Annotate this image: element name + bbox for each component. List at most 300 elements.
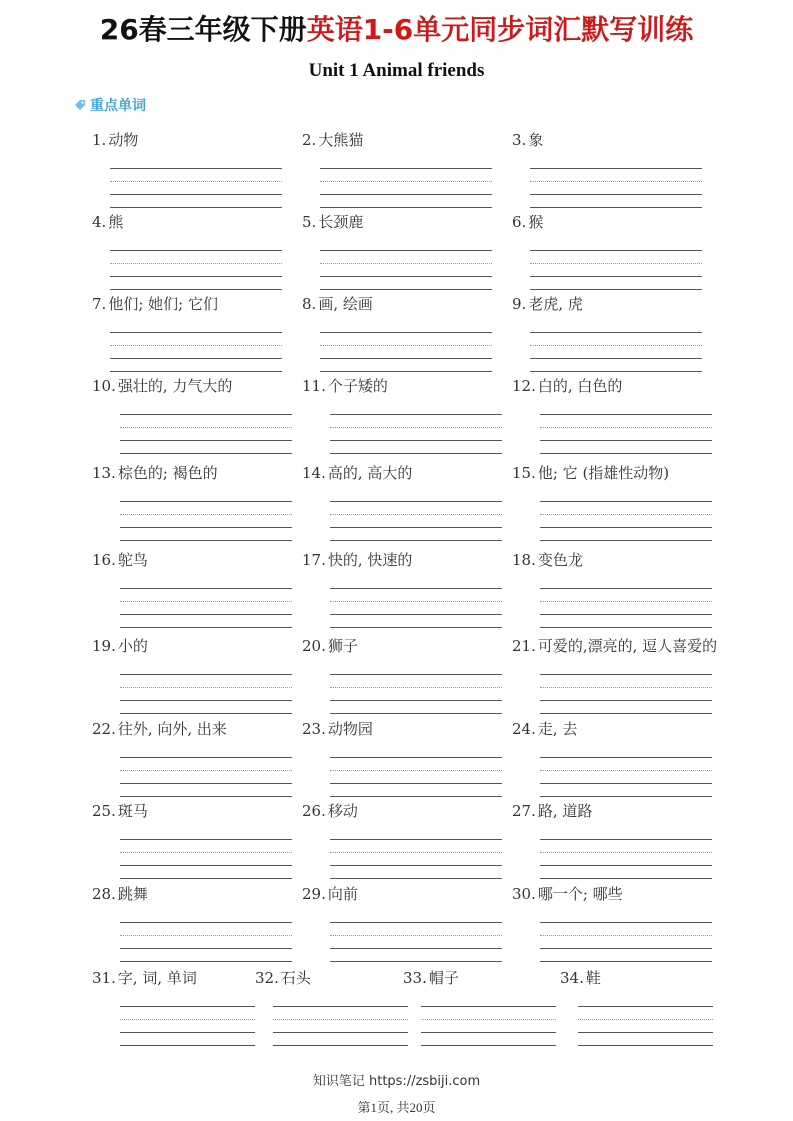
vocab-item-number: 24.: [512, 720, 536, 738]
writing-lines[interactable]: [330, 827, 502, 879]
vocab-item-label: [512, 719, 712, 739]
vocab-item-number: 30.: [512, 885, 536, 903]
vocab-item-text: 路, 道路: [537, 802, 593, 820]
writing-line: [120, 910, 292, 923]
writing-line: [120, 515, 292, 528]
writing-line: [330, 615, 502, 628]
writing-line: [330, 827, 502, 840]
writing-line: [530, 195, 702, 208]
vocab-item-label: [92, 294, 292, 314]
writing-lines[interactable]: [120, 745, 292, 797]
writing-line: [330, 589, 502, 602]
writing-line: [330, 515, 502, 528]
writing-line: [330, 576, 502, 589]
vocab-item-number: 12.: [512, 377, 536, 395]
vocab-item-number: 5.: [302, 213, 317, 231]
vocab-item-text: 大熊猫: [318, 131, 364, 149]
writing-line: [540, 853, 712, 866]
vocab-item: [92, 550, 292, 570]
writing-line: [330, 528, 502, 541]
vocab-item-label: [92, 636, 292, 656]
vocab-item: [512, 376, 712, 396]
writing-line: [421, 1020, 556, 1033]
writing-line: [540, 589, 712, 602]
writing-lines[interactable]: [578, 994, 713, 1046]
banner-grade: 26春三年级下册: [99, 13, 307, 46]
writing-line: [320, 251, 492, 264]
writing-lines[interactable]: [421, 994, 556, 1046]
writing-line: [540, 758, 712, 771]
vocab-item-label: [302, 884, 502, 904]
writing-line: [120, 688, 292, 701]
writing-line: [120, 489, 292, 502]
writing-lines[interactable]: [110, 156, 282, 208]
writing-line: [320, 264, 492, 277]
writing-line: [120, 949, 292, 962]
writing-line: [530, 169, 702, 182]
writing-line: [540, 827, 712, 840]
vocab-item: [302, 550, 502, 570]
vocab-item: [512, 130, 712, 150]
vocab-item: [92, 130, 292, 150]
vocab-item-label: [302, 376, 502, 396]
vocab-item: [512, 294, 712, 314]
writing-line: [320, 320, 492, 333]
vocab-item: [92, 801, 292, 821]
writing-line: [110, 169, 282, 182]
vocab-item-text: 熊: [108, 213, 124, 231]
writing-line: [540, 489, 712, 502]
vocab-item: [302, 294, 502, 314]
writing-line: [320, 156, 492, 169]
writing-line: [330, 936, 502, 949]
vocab-item-label: [512, 884, 712, 904]
vocab-item-text: 动物园: [327, 720, 373, 738]
writing-line: [530, 346, 702, 359]
vocab-item-label: [302, 294, 502, 314]
vocab-item-label: [302, 719, 502, 739]
vocab-item-number: 21.: [512, 637, 536, 655]
vocab-item-label: [302, 550, 502, 570]
writing-line: [110, 320, 282, 333]
vocab-item: [302, 801, 502, 821]
writing-lines[interactable]: [120, 576, 292, 628]
writing-line: [540, 771, 712, 784]
vocab-item-label: [92, 130, 292, 150]
vocab-item-text: 变色龙: [537, 551, 583, 569]
writing-line: [110, 346, 282, 359]
vocab-item-label: [512, 212, 712, 232]
writing-lines[interactable]: [530, 320, 702, 372]
vocab-item-number: 16.: [92, 551, 116, 569]
writing-line: [120, 1020, 255, 1033]
writing-line: [320, 333, 492, 346]
vocab-item: [512, 884, 712, 904]
writing-line: [578, 994, 713, 1007]
writing-lines[interactable]: [120, 910, 292, 962]
writing-line: [421, 1007, 556, 1020]
section-label-text: 重点单词: [90, 98, 146, 114]
writing-lines[interactable]: [540, 662, 712, 714]
writing-line: [330, 402, 502, 415]
writing-line: [540, 949, 712, 962]
vocab-item-number: 31.: [92, 969, 116, 987]
vocab-item-text: 强壮的, 力气大的: [117, 377, 233, 395]
writing-line: [530, 333, 702, 346]
vocab-item-number: 2.: [302, 131, 317, 149]
vocab-item-label: [92, 719, 292, 739]
vocab-item-text: 斑马: [117, 802, 148, 820]
vocab-item-number: 14.: [302, 464, 326, 482]
vocab-item-label: [512, 376, 712, 396]
vocab-item: [512, 801, 712, 821]
writing-lines[interactable]: [320, 320, 492, 372]
vocab-item-number: 15.: [512, 464, 536, 482]
writing-line: [320, 238, 492, 251]
writing-line: [540, 415, 712, 428]
writing-line: [330, 784, 502, 797]
vocab-item-number: 9.: [512, 295, 527, 313]
writing-line: [540, 402, 712, 415]
vocab-item-number: 6.: [512, 213, 527, 231]
writing-line: [320, 182, 492, 195]
vocab-item-label: [92, 212, 292, 232]
writing-line: [110, 156, 282, 169]
vocab-item-number: 32.: [255, 969, 279, 987]
writing-line: [120, 853, 292, 866]
vocab-item-number: 13.: [92, 464, 116, 482]
writing-line: [530, 238, 702, 251]
vocab-item-number: 23.: [302, 720, 326, 738]
writing-line: [110, 277, 282, 290]
vocab-item-number: 17.: [302, 551, 326, 569]
vocab-item-number: 4.: [92, 213, 107, 231]
vocab-item-number: 18.: [512, 551, 536, 569]
writing-lines[interactable]: [530, 238, 702, 290]
writing-line: [578, 1007, 713, 1020]
vocab-item-text: 往外, 向外, 出来: [117, 720, 227, 738]
writing-line: [110, 195, 282, 208]
writing-line: [110, 264, 282, 277]
writing-line: [330, 923, 502, 936]
vocab-item-text: 鞋: [585, 969, 601, 987]
writing-lines[interactable]: [120, 827, 292, 879]
writing-line: [330, 428, 502, 441]
writing-line: [540, 840, 712, 853]
pencil-tag-icon: [74, 99, 86, 111]
vocab-item-text: 字, 词, 单词: [117, 969, 197, 987]
vocab-item: [302, 376, 502, 396]
vocab-item-text: 快的, 快速的: [327, 551, 413, 569]
writing-line: [530, 359, 702, 372]
writing-line: [421, 994, 556, 1007]
writing-line: [578, 1033, 713, 1046]
writing-lines[interactable]: [330, 402, 502, 454]
writing-line: [540, 528, 712, 541]
writing-lines[interactable]: [330, 910, 502, 962]
vocab-item: [512, 212, 712, 232]
vocab-item-label: [512, 636, 718, 656]
writing-line: [540, 615, 712, 628]
vocab-item-number: 8.: [302, 295, 317, 313]
vocab-item-number: 27.: [512, 802, 536, 820]
vocab-item-label: [302, 636, 502, 656]
vocab-item-text: 他; 它 (指雄性动物): [537, 464, 670, 482]
vocab-item-text: 小的: [117, 637, 148, 655]
writing-lines[interactable]: [330, 745, 502, 797]
vocab-item-text: 高的, 高大的: [327, 464, 413, 482]
writing-line: [530, 320, 702, 333]
vocab-item-number: 26.: [302, 802, 326, 820]
vocab-item-number: 10.: [92, 377, 116, 395]
vocab-item-label: [302, 212, 502, 232]
vocab-item-text: 可爱的,漂亮的, 逗人喜爱的: [537, 637, 718, 655]
vocab-item-number: 3.: [512, 131, 527, 149]
writing-lines[interactable]: [540, 827, 712, 879]
vocab-item: [92, 636, 292, 656]
writing-lines[interactable]: [540, 402, 712, 454]
vocab-item-text: 白的, 白色的: [537, 377, 623, 395]
writing-line: [120, 662, 292, 675]
writing-line: [120, 589, 292, 602]
writing-line: [110, 251, 282, 264]
vocab-item-text: 向前: [327, 885, 358, 903]
vocab-item: [92, 884, 292, 904]
vocab-item-text: 帽子: [428, 969, 459, 987]
writing-line: [330, 688, 502, 701]
writing-line: [110, 359, 282, 372]
vocab-item-number: 19.: [92, 637, 116, 655]
writing-line: [540, 675, 712, 688]
writing-lines[interactable]: [320, 238, 492, 290]
writing-line: [320, 169, 492, 182]
vocab-item-text: 石头: [280, 969, 311, 987]
writing-line: [530, 251, 702, 264]
vocab-item-text: 跳舞: [117, 885, 148, 903]
writing-lines[interactable]: [320, 156, 492, 208]
writing-line: [330, 662, 502, 675]
vocab-item: [302, 463, 502, 483]
vocab-item-label: [512, 130, 712, 150]
writing-line: [320, 359, 492, 372]
vocab-item-text: 动物: [108, 131, 139, 149]
writing-line: [330, 910, 502, 923]
vocab-item-label: [512, 801, 712, 821]
vocab-item: [560, 968, 760, 988]
writing-line: [330, 840, 502, 853]
writing-line: [540, 441, 712, 454]
writing-line: [120, 675, 292, 688]
writing-lines[interactable]: [540, 745, 712, 797]
vocab-item-text: 长颈鹿: [318, 213, 364, 231]
vocab-item-label: [512, 463, 712, 483]
unit-title: Unit 1 Animal friends: [308, 60, 485, 81]
vocab-item-label: [92, 550, 292, 570]
writing-line: [578, 1020, 713, 1033]
vocab-item: [302, 636, 502, 656]
vocab-item-label: [302, 463, 502, 483]
writing-line: [320, 346, 492, 359]
vocab-item-text: 走, 去: [537, 720, 578, 738]
writing-lines[interactable]: [330, 662, 502, 714]
vocab-item: [302, 212, 502, 232]
writing-lines[interactable]: [120, 994, 255, 1046]
footer-site: 知识笔记 https://zsbiji.com: [312, 1074, 481, 1089]
writing-line: [110, 182, 282, 195]
vocab-item-number: 28.: [92, 885, 116, 903]
writing-lines[interactable]: [330, 576, 502, 628]
writing-line: [273, 1007, 408, 1020]
writing-line: [120, 771, 292, 784]
section-label: [74, 95, 146, 115]
vocab-item-number: 22.: [92, 720, 116, 738]
writing-line: [120, 1033, 255, 1046]
vocab-item-text: 猴: [528, 213, 544, 231]
writing-line: [120, 441, 292, 454]
writing-line: [330, 949, 502, 962]
writing-lines[interactable]: [530, 156, 702, 208]
writing-lines[interactable]: [540, 910, 712, 962]
writing-line: [540, 745, 712, 758]
writing-line: [120, 758, 292, 771]
vocab-item-text: 棕色的; 褐色的: [117, 464, 218, 482]
writing-line: [540, 910, 712, 923]
writing-line: [530, 156, 702, 169]
vocab-item: [92, 463, 292, 483]
writing-line: [540, 701, 712, 714]
writing-line: [330, 758, 502, 771]
writing-line: [330, 602, 502, 615]
writing-line: [110, 333, 282, 346]
writing-line: [540, 784, 712, 797]
writing-lines[interactable]: [330, 489, 502, 541]
writing-line: [540, 515, 712, 528]
writing-line: [540, 688, 712, 701]
vocab-item: [302, 130, 502, 150]
writing-lines[interactable]: [540, 576, 712, 628]
vocab-item: [302, 884, 502, 904]
vocab-item-label: [560, 968, 760, 988]
writing-line: [120, 994, 255, 1007]
writing-line: [530, 277, 702, 290]
vocab-item-label: [512, 550, 712, 570]
writing-line: [421, 1033, 556, 1046]
writing-line: [320, 277, 492, 290]
writing-line: [120, 576, 292, 589]
writing-line: [120, 502, 292, 515]
writing-line: [330, 441, 502, 454]
writing-lines[interactable]: [110, 320, 282, 372]
writing-line: [120, 840, 292, 853]
writing-lines[interactable]: [120, 489, 292, 541]
writing-line: [120, 701, 292, 714]
vocab-item-text: 他们; 她们; 它们: [108, 295, 218, 313]
writing-line: [540, 866, 712, 879]
writing-line: [330, 866, 502, 879]
vocab-item-number: 20.: [302, 637, 326, 655]
vocab-item: [302, 719, 502, 739]
writing-line: [330, 675, 502, 688]
writing-line: [540, 662, 712, 675]
writing-line: [540, 428, 712, 441]
vocab-item-number: 11.: [302, 377, 326, 395]
writing-line: [330, 415, 502, 428]
writing-line: [540, 936, 712, 949]
vocab-item: [512, 463, 712, 483]
writing-lines[interactable]: [540, 489, 712, 541]
writing-line: [120, 745, 292, 758]
vocab-item-label: [302, 801, 502, 821]
vocab-item-text: 个子矮的: [327, 377, 388, 395]
writing-line: [530, 182, 702, 195]
writing-line: [120, 528, 292, 541]
vocab-item: [92, 294, 292, 314]
page-banner: [0, 8, 793, 52]
writing-line: [120, 923, 292, 936]
writing-lines[interactable]: [120, 402, 292, 454]
writing-lines[interactable]: [110, 238, 282, 290]
writing-line: [330, 701, 502, 714]
writing-line: [540, 602, 712, 615]
writing-line: [330, 771, 502, 784]
writing-line: [120, 827, 292, 840]
vocab-item: [512, 550, 712, 570]
writing-lines[interactable]: [273, 994, 408, 1046]
writing-line: [530, 264, 702, 277]
writing-line: [273, 994, 408, 1007]
vocab-item: [512, 719, 712, 739]
vocab-item-text: 鸵鸟: [117, 551, 148, 569]
writing-lines[interactable]: [120, 662, 292, 714]
footer-page-number: 第1页, 共20页: [357, 1100, 436, 1115]
vocab-item-text: 移动: [327, 802, 358, 820]
writing-line: [120, 402, 292, 415]
vocab-item-label: [302, 130, 502, 150]
vocab-item-label: [92, 801, 292, 821]
writing-line: [330, 745, 502, 758]
writing-line: [120, 936, 292, 949]
vocab-item-number: 29.: [302, 885, 326, 903]
vocab-item-number: 1.: [92, 131, 107, 149]
vocab-item-number: 33.: [403, 969, 427, 987]
vocab-item: [92, 212, 292, 232]
writing-line: [120, 615, 292, 628]
vocab-item-label: [92, 376, 292, 396]
vocab-item-number: 34.: [560, 969, 584, 987]
vocab-item: [92, 376, 292, 396]
vocab-item-text: 老虎, 虎: [528, 295, 583, 313]
writing-line: [120, 602, 292, 615]
vocab-item-label: [92, 884, 292, 904]
writing-line: [120, 784, 292, 797]
vocab-item-number: 25.: [92, 802, 116, 820]
vocab-item-text: 象: [528, 131, 544, 149]
writing-line: [120, 415, 292, 428]
writing-line: [330, 502, 502, 515]
vocab-item-text: 哪一个; 哪些: [537, 885, 623, 903]
writing-line: [540, 576, 712, 589]
banner-subject: 英语1-6单元同步词汇默写训练: [306, 13, 694, 46]
writing-line: [330, 853, 502, 866]
vocab-item-label: [92, 463, 292, 483]
writing-line: [330, 489, 502, 502]
writing-line: [120, 1007, 255, 1020]
writing-line: [110, 238, 282, 251]
vocab-item-text: 画, 绘画: [318, 295, 373, 313]
writing-line: [273, 1033, 408, 1046]
writing-line: [120, 866, 292, 879]
writing-line: [540, 502, 712, 515]
